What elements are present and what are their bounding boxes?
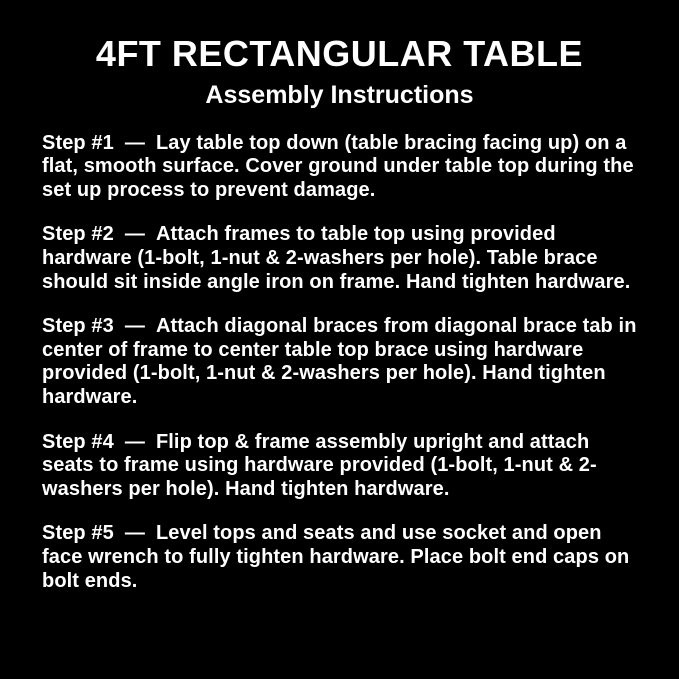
header (0, 0, 679, 110)
step-4-label: Step #4 (42, 430, 114, 453)
step-2-text: Attach frames to table top using provided hardware (1-bolt, 1-nut & 2-washers per hole). Table brace should sit inside angle iron on frame. Hand tighten hardware. (42, 223, 631, 293)
step-3-label: Step #3 (42, 315, 114, 338)
step-1-paragraph (42, 132, 641, 203)
page-subtitle: Assembly Instructions (205, 80, 474, 109)
step-4-paragraph (42, 431, 641, 502)
step-5-text: Level tops and seats and use socket and open face wrench to fully tighten hardware. Place bolt end caps on bolt ends. (42, 522, 630, 592)
step-2-paragraph (42, 223, 641, 294)
step-4-dash: — (124, 430, 145, 453)
step-1-dash: — (124, 131, 145, 154)
page-title: 4FT RECTANGULAR TABLE (95, 33, 584, 74)
step-2-label: Step #2 (42, 223, 114, 246)
step-3-text: Attach diagonal braces from diagonal brace tab in center of frame to center table top brace using hardware provided (1-bolt, 1-nut & 2-washers per hole). Hand tighten hardware. (42, 315, 637, 408)
step-5-dash: — (124, 522, 145, 545)
step-5-paragraph (42, 522, 641, 593)
step-5-label: Step #5 (42, 522, 114, 545)
step-3-dash: — (124, 315, 145, 338)
step-1-text: Lay table top down (table bracing facing up) on a flat, smooth surface. Cover ground under table top during the set up process to prevent damage. (42, 131, 634, 201)
step-3-paragraph (42, 315, 641, 409)
step-1-label: Step #1 (42, 131, 114, 154)
step-2-dash: — (124, 223, 145, 246)
steps-list (0, 110, 679, 594)
step-4-text: Flip top & frame assembly upright and attach seats to frame using hardware provided (1-bolt, 1-nut & 2-washers per hole). Hand tighten hardware. (42, 430, 597, 500)
